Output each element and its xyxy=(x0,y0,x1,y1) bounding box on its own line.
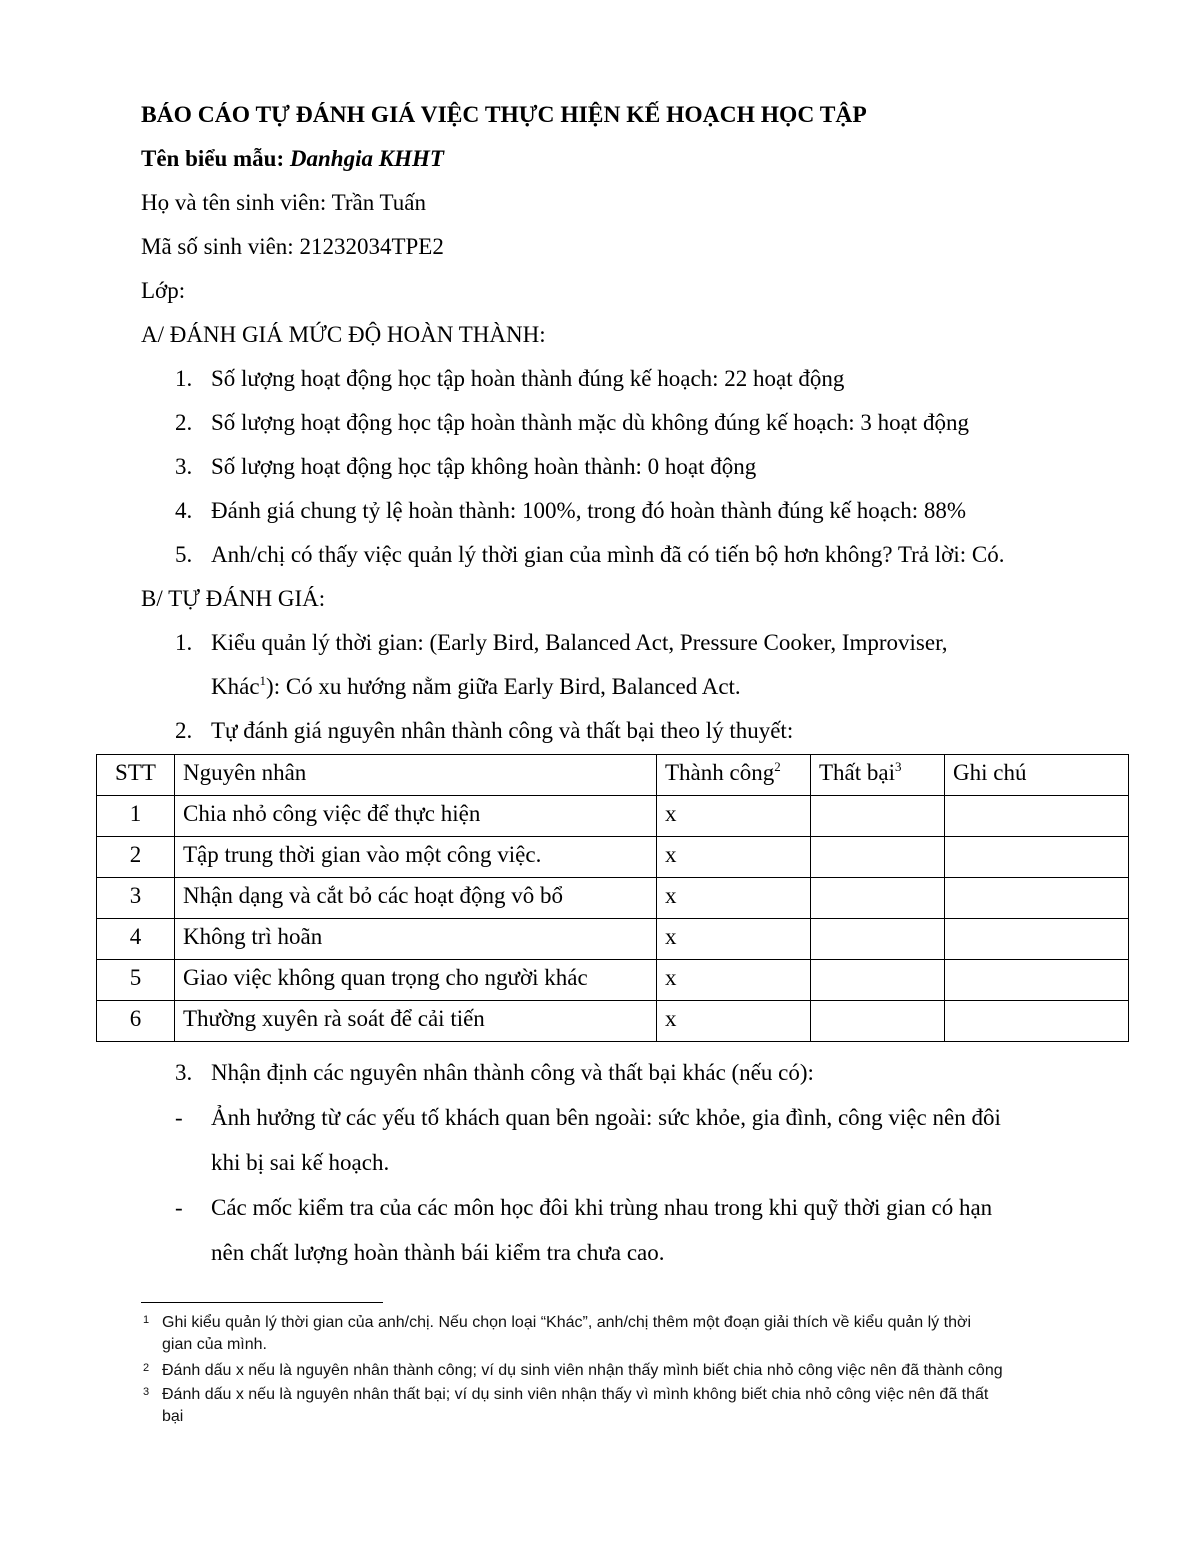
section-b-item-1 xyxy=(175,628,948,658)
header-success-label: Thành công xyxy=(665,760,775,785)
reasons-table xyxy=(96,754,1129,1042)
item-number: 3. xyxy=(175,1060,193,1085)
item-text: Tự đánh giá nguyên nhân thành công và thất bại theo lý thuyết: xyxy=(211,718,794,743)
item-text: Khác xyxy=(211,674,260,699)
footnote-text: bại xyxy=(162,1408,184,1425)
bullet-item-1-continued: khi bị sai kế hoạch. xyxy=(211,1150,390,1175)
bullet-dash: - xyxy=(175,1195,183,1220)
header-fail-label: Thất bại xyxy=(819,760,895,785)
footnote-mark: 3 xyxy=(143,1386,150,1398)
table-row xyxy=(97,878,1129,919)
bullet-item-2 xyxy=(175,1193,992,1223)
cell-stt: 1 xyxy=(97,796,175,837)
cell-fail xyxy=(811,837,945,878)
item-text: Anh/chị có thấy việc quản lý thời gian của mình đã có tiến bộ hơn không? Trả lời: Có. xyxy=(211,542,1005,567)
cell-reason: Thường xuyên rà soát để cải tiến xyxy=(175,1001,657,1042)
item-number: 1. xyxy=(175,366,193,391)
cell-fail xyxy=(811,878,945,919)
cell-reason: Chia nhỏ công việc để thực hiện xyxy=(175,796,657,837)
header-reason: Nguyên nhân xyxy=(175,755,657,796)
footnote-text: Ghi kiểu quản lý thời gian của anh/chị. Nếu chọn loại “Khác”, anh/chị thêm một đoạn giải thích về kiểu quản lý thời xyxy=(162,1314,972,1331)
cell-success: x xyxy=(657,919,811,960)
section-a-heading: A/ ĐÁNH GIÁ MỨC ĐỘ HOÀN THÀNH: xyxy=(141,322,546,347)
cell-success: x xyxy=(657,1001,811,1042)
bullet-text: Các mốc kiểm tra của các môn học đôi khi trùng nhau trong khi quỹ thời gian có hạn xyxy=(211,1195,993,1220)
cell-stt: 3 xyxy=(97,878,175,919)
footnote-separator xyxy=(141,1302,383,1303)
cell-fail xyxy=(811,960,945,1001)
cell-stt: 6 xyxy=(97,1001,175,1042)
header-fail xyxy=(811,755,945,796)
table-row xyxy=(97,837,1129,878)
footnote-mark: 2 xyxy=(143,1362,150,1374)
bullet-dash: - xyxy=(175,1105,183,1130)
table-row xyxy=(97,919,1129,960)
footnote-2 xyxy=(143,1360,1003,1382)
footnote-mark: 1 xyxy=(143,1314,150,1326)
item-number: 4. xyxy=(175,498,193,523)
item-text: Số lượng hoạt động học tập hoàn thành đúng kế hoạch: 22 hoạt động xyxy=(211,366,845,391)
footnote-ref-3[interactable]: 3 xyxy=(895,759,902,774)
item-text: ): Có xu hướng nằm giữa Early Bird, Balanced Act. xyxy=(266,674,741,699)
cell-note xyxy=(945,1001,1129,1042)
item-text: Số lượng hoạt động học tập không hoàn thành: 0 hoạt động xyxy=(211,454,757,479)
form-name-label: Tên biểu mẫu: xyxy=(141,146,290,171)
section-a-item-1 xyxy=(175,364,844,394)
document-title: BÁO CÁO TỰ ĐÁNH GIÁ VIỆC THỰC HIỆN KẾ HOẠCH HỌC TẬP xyxy=(141,102,867,128)
footnote-ref-1[interactable]: 1 xyxy=(259,673,267,688)
cell-note xyxy=(945,919,1129,960)
section-b-item-3 xyxy=(175,1058,814,1088)
cell-fail xyxy=(811,1001,945,1042)
cell-stt: 5 xyxy=(97,960,175,1001)
footnote-text: gian của mình. xyxy=(162,1336,267,1353)
bullet-text: Ảnh hưởng từ các yếu tố khách quan bên ngoài: sức khỏe, gia đình, công việc nên đôi xyxy=(211,1105,1001,1130)
header-stt: STT xyxy=(97,755,175,796)
cell-success: x xyxy=(657,878,811,919)
footnote-text: Đánh dấu x nếu là nguyên nhân thất bại; ví dụ sinh viên nhận thấy vì mình không biết chia nhỏ công việc nên đã thất xyxy=(162,1386,989,1403)
cell-note xyxy=(945,796,1129,837)
item-number: 3. xyxy=(175,454,193,479)
item-text: Nhận định các nguyên nhân thành công và thất bại khác (nếu có): xyxy=(211,1060,814,1085)
table-row xyxy=(97,960,1129,1001)
section-a-item-3 xyxy=(175,452,756,482)
cell-stt: 2 xyxy=(97,837,175,878)
header-note: Ghi chú xyxy=(945,755,1129,796)
cell-reason: Giao việc không quan trọng cho người khác xyxy=(175,960,657,1001)
cell-note xyxy=(945,878,1129,919)
item-number: 2. xyxy=(175,410,193,435)
section-b-item-1-continued xyxy=(211,672,741,702)
section-a-item-5 xyxy=(175,540,1004,570)
item-text: Số lượng hoạt động học tập hoàn thành mặc dù không đúng kế hoạch: 3 hoạt động xyxy=(211,410,969,435)
cell-reason: Nhận dạng và cắt bỏ các hoạt động vô bổ xyxy=(175,878,657,919)
bullet-item-1 xyxy=(175,1103,1001,1133)
item-number: 5. xyxy=(175,542,193,567)
student-id-line: Mã số sinh viên: 21232034TPE2 xyxy=(141,234,444,259)
cell-success: x xyxy=(657,837,811,878)
student-name-line: Họ và tên sinh viên: Trần Tuấn xyxy=(141,190,426,215)
table-row xyxy=(97,796,1129,837)
section-a-item-2 xyxy=(175,408,969,438)
section-b-item-2 xyxy=(175,716,793,746)
form-name-line xyxy=(141,144,444,174)
footnote-1 xyxy=(143,1312,972,1356)
cell-fail xyxy=(811,919,945,960)
item-number: 1. xyxy=(175,630,193,655)
footnote-3 xyxy=(143,1384,989,1428)
cell-fail xyxy=(811,796,945,837)
header-success xyxy=(657,755,811,796)
bullet-item-2-continued: nên chất lượng hoàn thành bái kiểm tra chưa cao. xyxy=(211,1240,665,1265)
cell-success: x xyxy=(657,796,811,837)
form-name-value: Danhgia KHHT xyxy=(289,146,444,171)
cell-note xyxy=(945,837,1129,878)
table-header-row xyxy=(97,755,1129,796)
item-number: 2. xyxy=(175,718,193,743)
footnote-ref-2[interactable]: 2 xyxy=(774,759,781,774)
cell-success: x xyxy=(657,960,811,1001)
section-a-item-4 xyxy=(175,496,966,526)
footnote-text: Đánh dấu x nếu là nguyên nhân thành công; ví dụ sinh viên nhận thấy mình biết chia nhỏ công việc nên đã thành công xyxy=(162,1362,1003,1379)
cell-stt: 4 xyxy=(97,919,175,960)
table-row xyxy=(97,1001,1129,1042)
cell-reason: Tập trung thời gian vào một công việc. xyxy=(175,837,657,878)
cell-reason: Không trì hoãn xyxy=(175,919,657,960)
item-text: Đánh giá chung tỷ lệ hoàn thành: 100%, trong đó hoàn thành đúng kế hoạch: 88% xyxy=(211,498,967,523)
section-b-heading: B/ TỰ ĐÁNH GIÁ: xyxy=(141,586,326,611)
cell-note xyxy=(945,960,1129,1001)
item-text: Kiểu quản lý thời gian: (Early Bird, Balanced Act, Pressure Cooker, Improviser, xyxy=(211,630,948,655)
class-line: Lớp: xyxy=(141,278,186,303)
